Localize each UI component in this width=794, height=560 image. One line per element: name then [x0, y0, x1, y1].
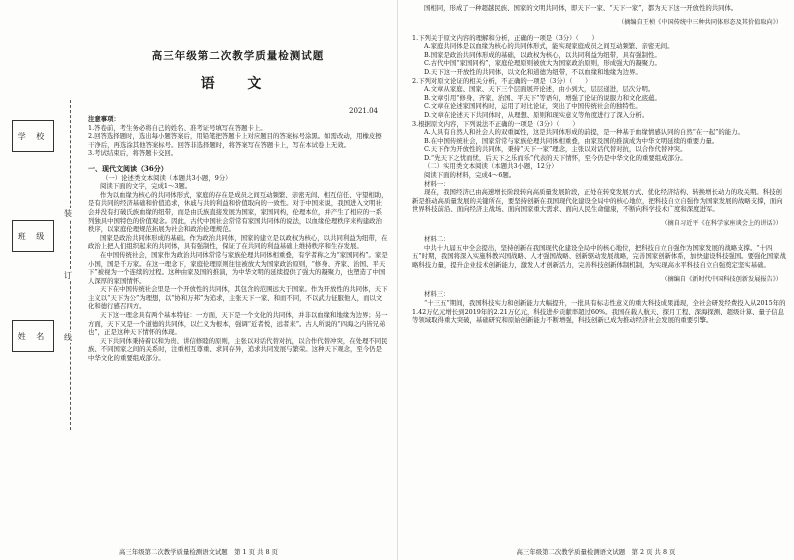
instruction: 阅读下面的材料，完成4～6题。: [424, 171, 516, 180]
class-box: 班 级: [12, 220, 54, 252]
question-stem: 1.下列关于原文内容的理解和分析，正确的一项是（3分）（ ）: [412, 33, 598, 42]
binding-mark: 装: [64, 209, 72, 218]
material-title: 材料三：: [424, 290, 450, 299]
binding-strip: [6, 100, 72, 430]
subsection-heading: （一）论述类文本阅读（本题共3小题，9分）: [102, 173, 232, 182]
binding-mark: 线: [64, 333, 72, 342]
exam-date: 2021.04: [349, 107, 378, 115]
page-1-content: [88, 0, 388, 560]
material-title: 材料二：: [424, 235, 450, 243]
question-option: B.在中国传统社会，国家常常与家族伦理共同体相重叠，由家及国的推演成为中华文明延续的重要力量。: [424, 136, 719, 145]
school-box: 学 校: [12, 120, 54, 152]
question-option: B.国家是政治共同体形成的基础，以政权为核心，以共同利益为纽带，具有强制性。: [424, 50, 661, 59]
question-stem: 3.根据原文内容，下列说法不正确的一项是（3分）（ ）: [412, 119, 579, 128]
question-option: A.文章从家庭、国家、天下三个层面展开论述，由小到大，层层递进，层次分明。: [424, 85, 655, 94]
question-stem: 2.下列对原文论证的相关分析，不正确的一项是（3分）（ ）: [412, 76, 592, 85]
subject-title: 语 文: [200, 76, 276, 92]
material-paragraph: “十三五”期间，我国科技实力和创新能力大幅提升，一批具有标志性意义的重大科技成果涌现，全社会研发经费投入从2015年的1.42万亿元增长到2019年的2.21万亿元，科技进步贡献率超过60%。我国在载人航天、探月工程、深海探测、超级计算、量子信息等领域取得重大突破，基础研究和原始创新能力不断增强，科技创新已成为推动经济社会发展的重要引擎。: [412, 298, 786, 325]
source-citation: （摘编自王桢《中国传统中三种共同体形态及其价值取向》）: [618, 18, 782, 26]
passage-paragraph: 天下这一理念具有两个基本特征：一方面，天下是一个文化的共同体，并非以血缘和地缘为边界；另一方面，天下又是一个道德的共同体，以仁义为根本，强调“近者悦，远者来”。古人所说的“四海之内皆兄弟也”，正是这种天下情怀的体现。: [88, 311, 388, 337]
source-citation: （摘编自《新时代中国科技创新发展报告》）: [661, 275, 782, 283]
page-2-content: [412, 0, 788, 560]
exam-page-2: [397, 0, 794, 560]
subsection-heading: （二）实用类文本阅读（本题共3小题，12分）: [424, 162, 558, 171]
exam-title: 高三年级第二次教学质量检测试题: [151, 50, 325, 62]
material-title: 材料一：: [424, 179, 450, 188]
page-footer: 高三年级第二次教学质量检测语文试题 第 1 页 共 8 页: [119, 548, 278, 556]
source-citation: （摘自习近平《在科学家座谈会上的讲话》）: [661, 220, 782, 228]
question-option: D.天下这一开放性的共同体，以文化和道德为纽带，不以血缘和地缘为边界。: [424, 67, 642, 76]
question-option: D.文章在论述天下共同体时，从理想、原则和现实意义等角度进行了深入分析。: [424, 110, 649, 119]
question-option: B.文章引用“修身、齐家、治国、平天下”等语句，增强了论证的说服力和文化底蕴。: [424, 93, 661, 102]
instruction: 阅读下面的文字，完成1～3题。: [100, 182, 192, 191]
binding-mark: 订: [64, 271, 72, 280]
notice-line: 2.回答选择题时，选出每小题答案后，用铅笔把答题卡上对应题目的答案标号涂黑。如需改动，用橡皮擦干净后，再选涂其他答案标号。回答非选择题时，将答案写在答题卡上，写在本试卷上无效。: [88, 132, 382, 149]
material-paragraph: 现在，我国经济已由高速增长阶段转向高质量发展阶段，正处在转变发展方式、优化经济结构、转换增长动力的攻关期。科技创新是推动高质量发展的关键所在，要坚持创新在我国现代化建设全局中的核心地位，把科技自立自强作为国家发展的战略支撑，面向世界科技前沿、面向经济主战场、面向国家重大需求、面向人民生命健康，不断向科学技术广度和深度进军。: [412, 188, 783, 214]
passage-paragraph: 天下共同体秉持着以和为贵、讲信修睦的原则，主张以对话代替对抗，以合作代替冲突，在处理不同民族、不同国家之间的关系时，注重相互尊重、求同存异，追求共同发展与繁荣。这种天下观念，至今仍是中华文化的重要组成部分。: [88, 336, 388, 363]
binding-line: [70, 100, 71, 430]
passage-paragraph: 天下在中国传统社会里是一个开放性的共同体，其包含的范围远大于国家。作为开放性的共同体，天下主义以“天下为公”为理想，以“协和万邦”为追求，主张天下一家、和而不同，不以武力征服他人，而以文化和德行感召四方。: [88, 285, 388, 311]
name-box: 姓 名: [12, 320, 54, 352]
notice-line: 3.考试结束后，将答题卡交回。: [88, 149, 178, 158]
notice-title: 注意事项：: [88, 115, 120, 123]
question-option: A.家庭共同体是以血缘为核心的共同体形式，能实现家庭成员之间互动频繁、亲密无间。: [424, 42, 674, 51]
passage-paragraph: 在中国传统社会，国家作为政治共同体常常与家族伦理共同体相重叠，有学者称之为“家国同构”。家是小国，国是千万家。在这一理念下，家庭伦理原则往往被放大为国家政治原则，“修身、齐家、治国、平天下”被视为一个连续的过程。这种由家及国的推演，为中华文明的延续提供了强大的凝聚力，也塑造了中国人深厚的家国情怀。: [88, 250, 388, 285]
page-footer: 高三年级第二次教学质量检测语文试题 第 2 页 共 8 页: [516, 548, 676, 556]
passage-paragraph: 国相同，形成了一种超越民族、国家的文明共同体，即天下一家、“天下一家”，都为天下这一开放性的共同体。: [424, 4, 738, 12]
passage-paragraph: 作为以血缘为核心的共同体形式，家庭的存在是成员之间互动频繁、亲密无间、相互信任、守望相助，是有共同的经济基础和价值追求，休戚与共的利益和价值取向的一致性。对于中国来说，我国进入文明社会并没有打破氏族血缘的纽带，而是由氏族直接发展为国家，家国同构，伦理本位，并产生了相应的一系列独具中国特色的价值观念。因此，古代中国社会常常有家国共同体的说法，以血缘伦理秩序来构建政治秩序，以家庭伦理规范拓展为社会和政治伦理规范。: [88, 190, 388, 234]
question-option: C.古代中国“家国同构”，家庭伦理原则被放大为国家政治原则，形成强大的凝聚力。: [424, 59, 661, 68]
material-paragraph: 中共十九届五中全会提出，坚持创新在我国现代化建设全局中的核心地位，把科技自立自强作为国家发展的战略支撑。“十四五”时期，我国将深入实施科教兴国战略、人才强国战略、创新驱动发展战略，完善国家创新体系，加快建设科技强国。要强化国家战略科技力量，提升企业技术创新能力，激发人才创新活力，完善科技创新体制机制，为实现高水平科技自立自强奠定坚实基础。: [412, 243, 786, 269]
question-option: A.人具有自然人和社会人的双重属性，这是共同体形成的前提，是一种基于血缘情感认同的自然“在一起”的能力。: [424, 128, 744, 137]
passage-paragraph: 国家是政治共同体形成的基础。作为政治共同体，国家的建立是以政权为核心，以共同利益为纽带，在政治上把人们组织起来的共同体，具有强制性，保证了在共同的利益基础上维持秩序和生存发展。: [88, 233, 388, 251]
section-heading: 一、现代文阅读（36分）: [88, 163, 168, 173]
notice-line: 1.答卷前，考生务必将自己的姓名、准考证号填写在答题卡上。: [88, 123, 267, 132]
question-option: D.“先天下之忧而忧，后天下之乐而乐”代表的天下情怀，至今仍是中华文化的重要组成部分。: [424, 153, 687, 162]
question-option: C.天下作为开放性的共同体，秉持“天下一家”理念，主张以对话代替对抗，以合作代替冲突。: [424, 145, 687, 154]
question-option: C.文章在论述家国同构时，运用了对比论证，突出了中国传统社会的独特性。: [424, 102, 642, 111]
